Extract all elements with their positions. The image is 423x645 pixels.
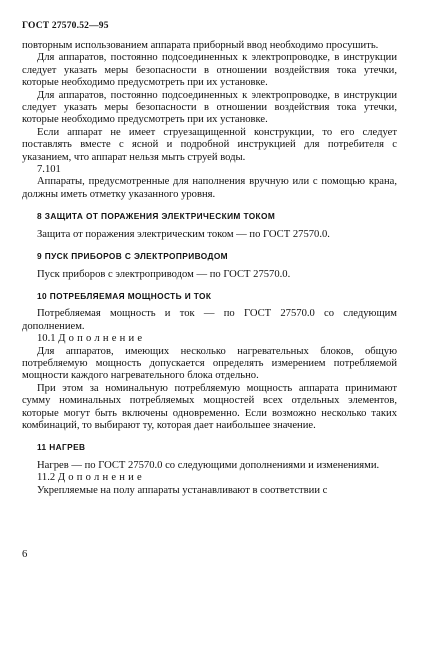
section-11-heading: 11 НАГРЕВ xyxy=(37,442,86,453)
paragraph: Если аппарат не имеет струезащищенной конструкции, то его следует поставлять вместе с ясной и подробной инструкцией для потребителя с указанием, что аппарат нельзя мыть струей воды. xyxy=(22,126,397,163)
clause-11-2 xyxy=(22,472,397,484)
paragraph: Укрепляемые на полу аппараты устанавливают в соответствии с xyxy=(37,484,328,496)
section-8-heading: 8 ЗАЩИТА ОТ ПОРАЖЕНИЯ ЭЛЕКТРИЧЕСКИМ ТОКОМ xyxy=(37,211,276,222)
section-9-heading: 9 ПУСК ПРИБОРОВ С ЭЛЕКТРОПРИВОДОМ xyxy=(37,251,228,262)
section-11-text: Нагрев — по ГОСТ 27570.0 со следующими дополнениями и изменениями. xyxy=(37,459,380,471)
section-10-heading: 10 ПОТРЕБЛЯЕМАЯ МОЩНОСТЬ И ТОК xyxy=(37,290,212,301)
paragraph: повторным использованием аппарата приборный ввод необходимо просушить. xyxy=(22,40,379,51)
paragraph: Для аппаратов, постоянно подсоединенных к электропроводке, в инструкции следует указать меры безопасности в отношении воздействия тока утечки, которые необходимо предусмотреть при их установке. xyxy=(22,52,397,89)
clause-number: 10.1 xyxy=(37,333,56,345)
page-content xyxy=(22,40,397,497)
clause-number: 7.101 xyxy=(37,164,61,176)
clause-label: Дополнение xyxy=(58,333,146,345)
standard-header: ГОСТ 27570.52—95 xyxy=(22,21,109,31)
paragraph: Для аппаратов, постоянно подсоединенных к электропроводке, в инструкции следует указать меры безопасности в отношении воздействия тока утечки, которые необходимо предусмотреть при их установке. xyxy=(22,89,397,126)
clause-number: 11.2 xyxy=(37,472,56,484)
clause-label: Дополнение xyxy=(57,472,145,484)
paragraph: Аппараты, предусмотренные для наполнения вручную или с помощью крана, должны иметь отметку указанного уровня. xyxy=(22,176,397,200)
section-9-text: Пуск приборов с электроприводом — по ГОСТ 27570.0. xyxy=(37,268,291,280)
section-10-text: Потребляемая мощность и ток — по ГОСТ 27570.0 со следующим дополнением. xyxy=(22,308,397,332)
clause-10-1 xyxy=(22,333,397,345)
section-8-text: Защита от поражения электрическим током — по ГОСТ 27570.0. xyxy=(37,228,330,240)
page-number: 6 xyxy=(22,549,28,560)
paragraph: Для аппаратов, имеющих несколько нагревательных блоков, общую потребляемую мощность допускается определять измерением потребляемой мощности каждого нагревательного блока отдельно. xyxy=(22,345,397,382)
paragraph: При этом за номинальную потребляемую мощность аппарата принимают сумму номинальных потребляемых мощностей всех отдельных элементов, которые могут быть включены одновременно. Если возможно несколько таких комбинаций, то выбирают ту, которая дает наибольшее значение. xyxy=(22,382,397,431)
